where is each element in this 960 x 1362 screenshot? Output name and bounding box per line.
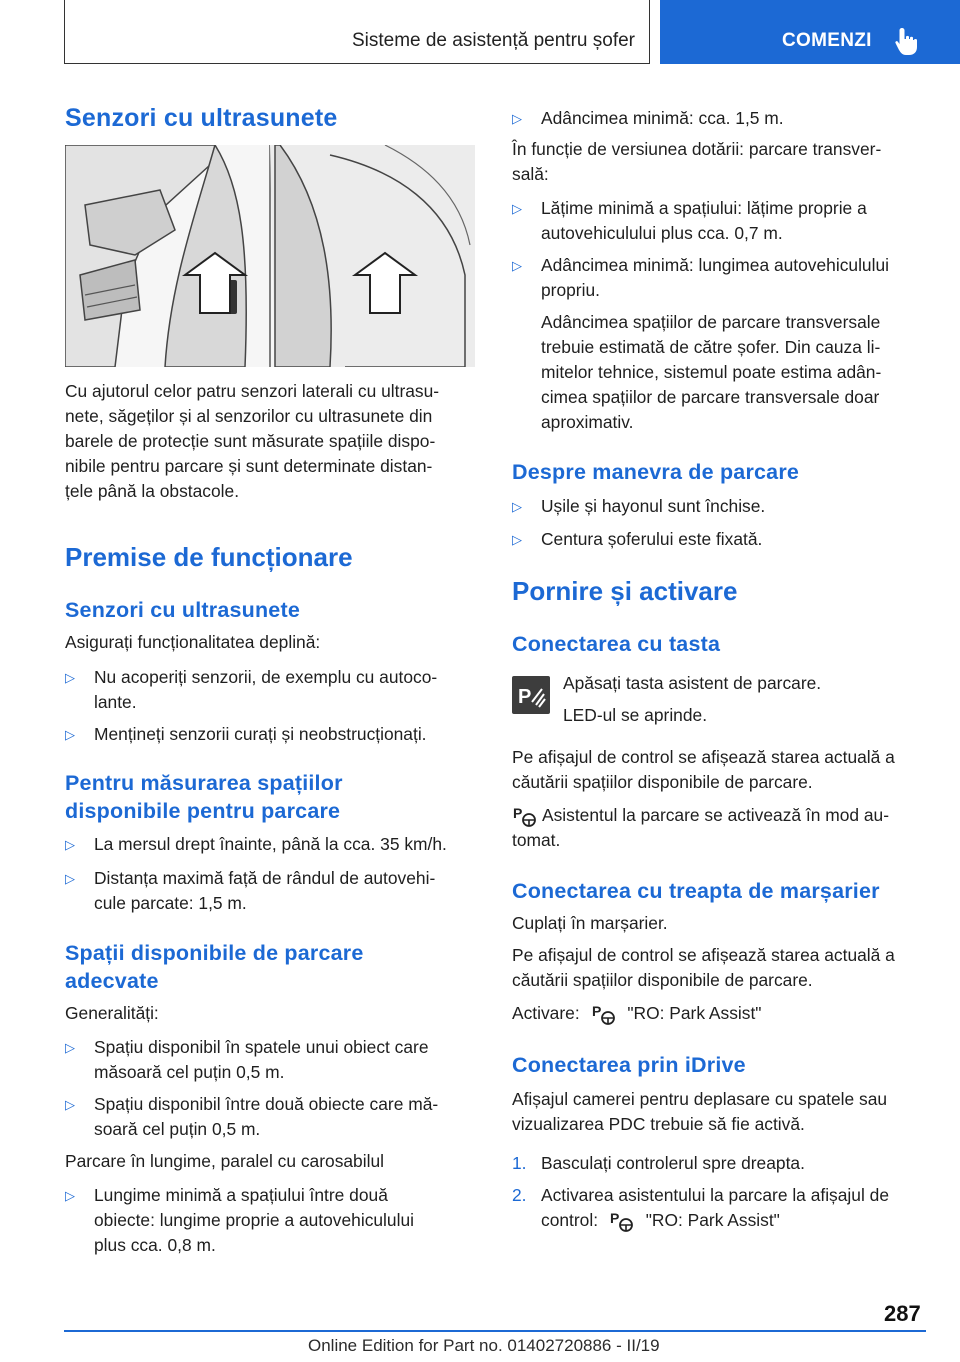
triangle-bullet-icon: ▷ <box>512 111 522 126</box>
step-item: 2. Activarea asistentului la parcare la afișajul de control: P "RO: Park Assist" <box>512 1183 926 1233</box>
activare-line: Activare: P "RO: Park Assist" <box>512 1001 761 1026</box>
heading-masurare: Pentru măsurarea spațiilor disponibile pentru parcare <box>65 771 343 823</box>
triangle-bullet-icon: ▷ <box>512 201 522 216</box>
svg-text:P: P <box>591 1003 601 1020</box>
transversal-text: În funcție de versiunea dotării: parcare transver- sală: <box>512 139 882 184</box>
heading-tasta: Conectarea cu tasta <box>512 632 721 656</box>
triangle-bullet-icon: ▷ <box>65 727 75 742</box>
list-item: ▷ Ușile și hayonul sunt închise. <box>512 494 926 519</box>
led-text: LED-ul se aprinde. <box>563 705 708 725</box>
heading-idrive: Conectarea prin iDrive <box>512 1053 746 1077</box>
text-line: Cu ajutorul celor patru senzori laterali cu ultrasu- <box>65 381 440 401</box>
heading-premise: Premise de funcționare <box>65 542 353 572</box>
adancime-note: Adâncimea spațiilor de parcare transversale trebuie estimată de către șofer. Din cauza li- mitelor tehnice, sistemul poate estima adân- cimea spațiilor de parcare transversale doar aproximativ. <box>541 312 882 432</box>
afisaj-text-1: Pe afișajul de control se afișează starea actuală a căutării spațiilor disponibile de parcare. <box>512 747 895 792</box>
intro-paragraph <box>65 379 477 504</box>
list-item: ▷ Nu acoperiți senzorii, de exemplu cu autoco- lante. <box>65 667 438 712</box>
step-item: 1. Basculați controlerul spre dreapta. <box>512 1153 805 1173</box>
triangle-bullet-icon: ▷ <box>65 871 75 886</box>
heading-spatii: Spații disponibile de parcare adecvate <box>65 941 364 993</box>
footer-rule <box>64 1330 926 1332</box>
chapter-tab-label: COMENZI <box>782 30 872 51</box>
park-assist-icon <box>512 804 538 828</box>
triangle-bullet-icon: ▷ <box>65 1188 75 1203</box>
park-assist-button-icon <box>512 676 550 714</box>
text-line: nete, săgeților și al senzorilor cu ultrasunete din <box>65 406 433 426</box>
heading-senzori-ultrasunete: Senzori cu ultrasunete <box>65 104 338 132</box>
edition-text: Online Edition for Part no. 01402720886 - II/19 <box>308 1336 660 1355</box>
list-item: ▷ Spațiu disponibil în spatele unui obiect care măsoară cel puțin 0,5 m. <box>65 1037 429 1082</box>
hand-pointer-icon <box>894 26 920 56</box>
list-item: ▷ Distanța maximă față de rândul de autovehi- cule parcate: 1,5 m. <box>65 868 436 913</box>
triangle-bullet-icon: ▷ <box>65 670 75 685</box>
auto-activate-text: P Asistentul la parcare se activează în mod au- tomat. <box>512 805 890 851</box>
chapter-tab[interactable] <box>660 0 960 64</box>
list-item: ▷ Mențineți senzorii curați și neobstrucționați. <box>65 722 477 747</box>
list-item: ▷ Adâncimea minimă: cca. 1,5 m. <box>512 106 926 131</box>
text-line: barele de protecție sunt măsurate spațiile dispo- <box>65 431 436 451</box>
idrive-text: Afișajul camerei pentru deplasare cu spatele sau vizualizarea PDC trebuie să fie activă. <box>512 1089 888 1134</box>
list-item: ▷ Lățime minimă a spațiului: lățime proprie a autovehiculului plus cca. 0,7 m. <box>512 198 867 243</box>
section-title: Sisteme de asistență pentru șofer <box>351 30 635 51</box>
svg-text:P: P <box>609 1210 620 1227</box>
apasati-text: Apăsați tasta asistent de parcare. <box>563 673 822 693</box>
header-section-box <box>64 0 650 64</box>
svg-text:P: P <box>518 686 532 708</box>
afisaj-text-2: Pe afișajul de control se afișează starea actuală a căutării spațiilor disponibile de parcare. <box>512 945 895 990</box>
heading-manevra: Despre manevra de parcare <box>512 460 800 484</box>
asigurati-text: Asigurați funcționalitatea deplină: <box>65 632 321 652</box>
triangle-bullet-icon: ▷ <box>65 837 75 852</box>
heading-pornire: Pornire și activare <box>512 576 738 606</box>
car-sensors-drawing <box>65 145 475 367</box>
heading-treapta: Conectarea cu treapta de marșarier <box>512 879 880 903</box>
triangle-bullet-icon: ▷ <box>512 532 522 547</box>
parcare-lungime-text: Parcare în lungime, paralel cu carosabilul <box>65 1151 384 1171</box>
text-line: țele până la obstacole. <box>65 481 240 501</box>
list-item: ▷ Lungime minimă a spațiului între două obiecte: lungime proprie a autovehiculului plus cca. 0,8 m. <box>65 1185 414 1255</box>
svg-text:P: P <box>513 805 523 822</box>
triangle-bullet-icon: ▷ <box>512 258 522 273</box>
list-item: ▷ Spațiu disponibil între două obiecte care mă- soară cel puțin 0,5 m. <box>65 1094 439 1139</box>
page-number: 287 <box>884 1301 921 1326</box>
list-item: ▷ La mersul drept înainte, până la cca. 35 km/h. <box>65 832 477 857</box>
park-assist-icon <box>591 1002 617 1026</box>
heading-senzori-2: Senzori cu ultrasunete <box>65 598 300 622</box>
cuplati-text: Cuplați în marșarier. <box>512 913 668 933</box>
list-item: ▷ Adâncimea minimă: lungimea autovehiculului propriu. <box>512 255 889 300</box>
triangle-bullet-icon: ▷ <box>65 1097 75 1112</box>
park-assist-icon <box>609 1209 635 1233</box>
triangle-bullet-icon: ▷ <box>512 499 522 514</box>
list-item: ▷ Centura șoferului este fixată. <box>512 527 926 552</box>
text-line: nibile pentru parcare și sunt determinate distan- <box>65 456 433 476</box>
sensor-location-illustration <box>65 145 475 367</box>
generalitati-text: Generalități: <box>65 1003 159 1023</box>
triangle-bullet-icon: ▷ <box>65 1040 75 1055</box>
